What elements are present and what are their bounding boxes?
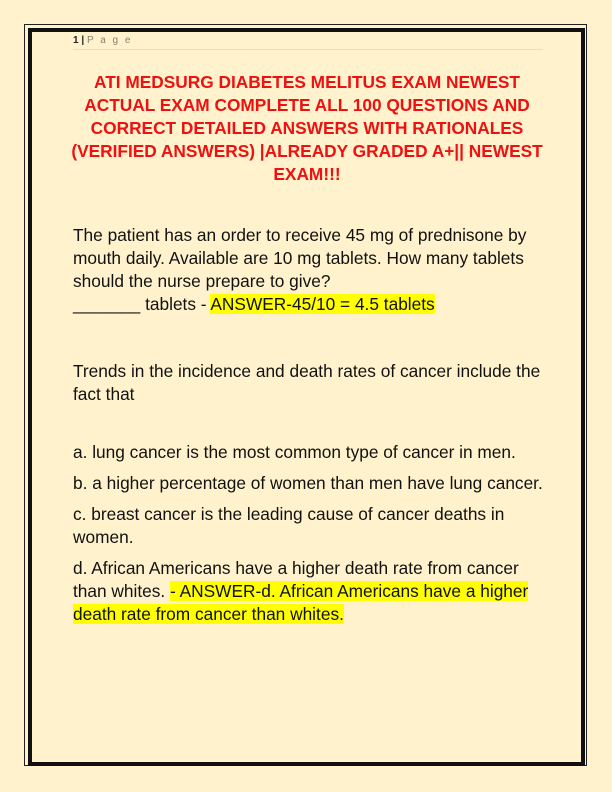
question-1-prompt: _______ tablets - bbox=[73, 294, 211, 314]
page-header bbox=[73, 35, 543, 50]
question-2-answer: - ANSWER-d. African Americans have a higher death rate from cancer than whites. bbox=[73, 581, 529, 624]
option-b: b. a higher percentage of women than men have lung cancer. bbox=[73, 473, 543, 493]
option-c: c. breast cancer is the leading cause of cancer deaths in women. bbox=[73, 504, 505, 547]
page-label: P a g e bbox=[86, 35, 133, 46]
question-2-text: Trends in the incidence and death rates of cancer include the fact that bbox=[73, 361, 541, 404]
question-2-options bbox=[73, 441, 553, 626]
option-a: a. lung cancer is the most common type of cancer in men. bbox=[73, 442, 516, 462]
question-1-answer: ANSWER-45/10 = 4.5 tablets bbox=[210, 294, 435, 314]
question-1-text: The patient has an order to receive 45 mg of prednisone by mouth daily. Available are 10 mg tablets. How many tablets should the nurse prepare to give? bbox=[73, 225, 527, 291]
question-1 bbox=[73, 224, 553, 316]
header-separator: | bbox=[81, 35, 85, 46]
page-number: 1 bbox=[73, 35, 79, 46]
document-title: ATI MEDSURG DIABETES MELITUS EXAM NEWEST ACTUAL EXAM COMPLETE ALL 100 QUESTIONS AND CORRECT DETAILED ANSWERS WITH RATIONALES (VERIFIED ANSWERS) |ALREADY GRADED A+|| NEWEST EXAM!!! bbox=[71, 72, 543, 184]
option-d: d. African Americans have a higher death rate from cancer than whites. bbox=[73, 558, 519, 601]
